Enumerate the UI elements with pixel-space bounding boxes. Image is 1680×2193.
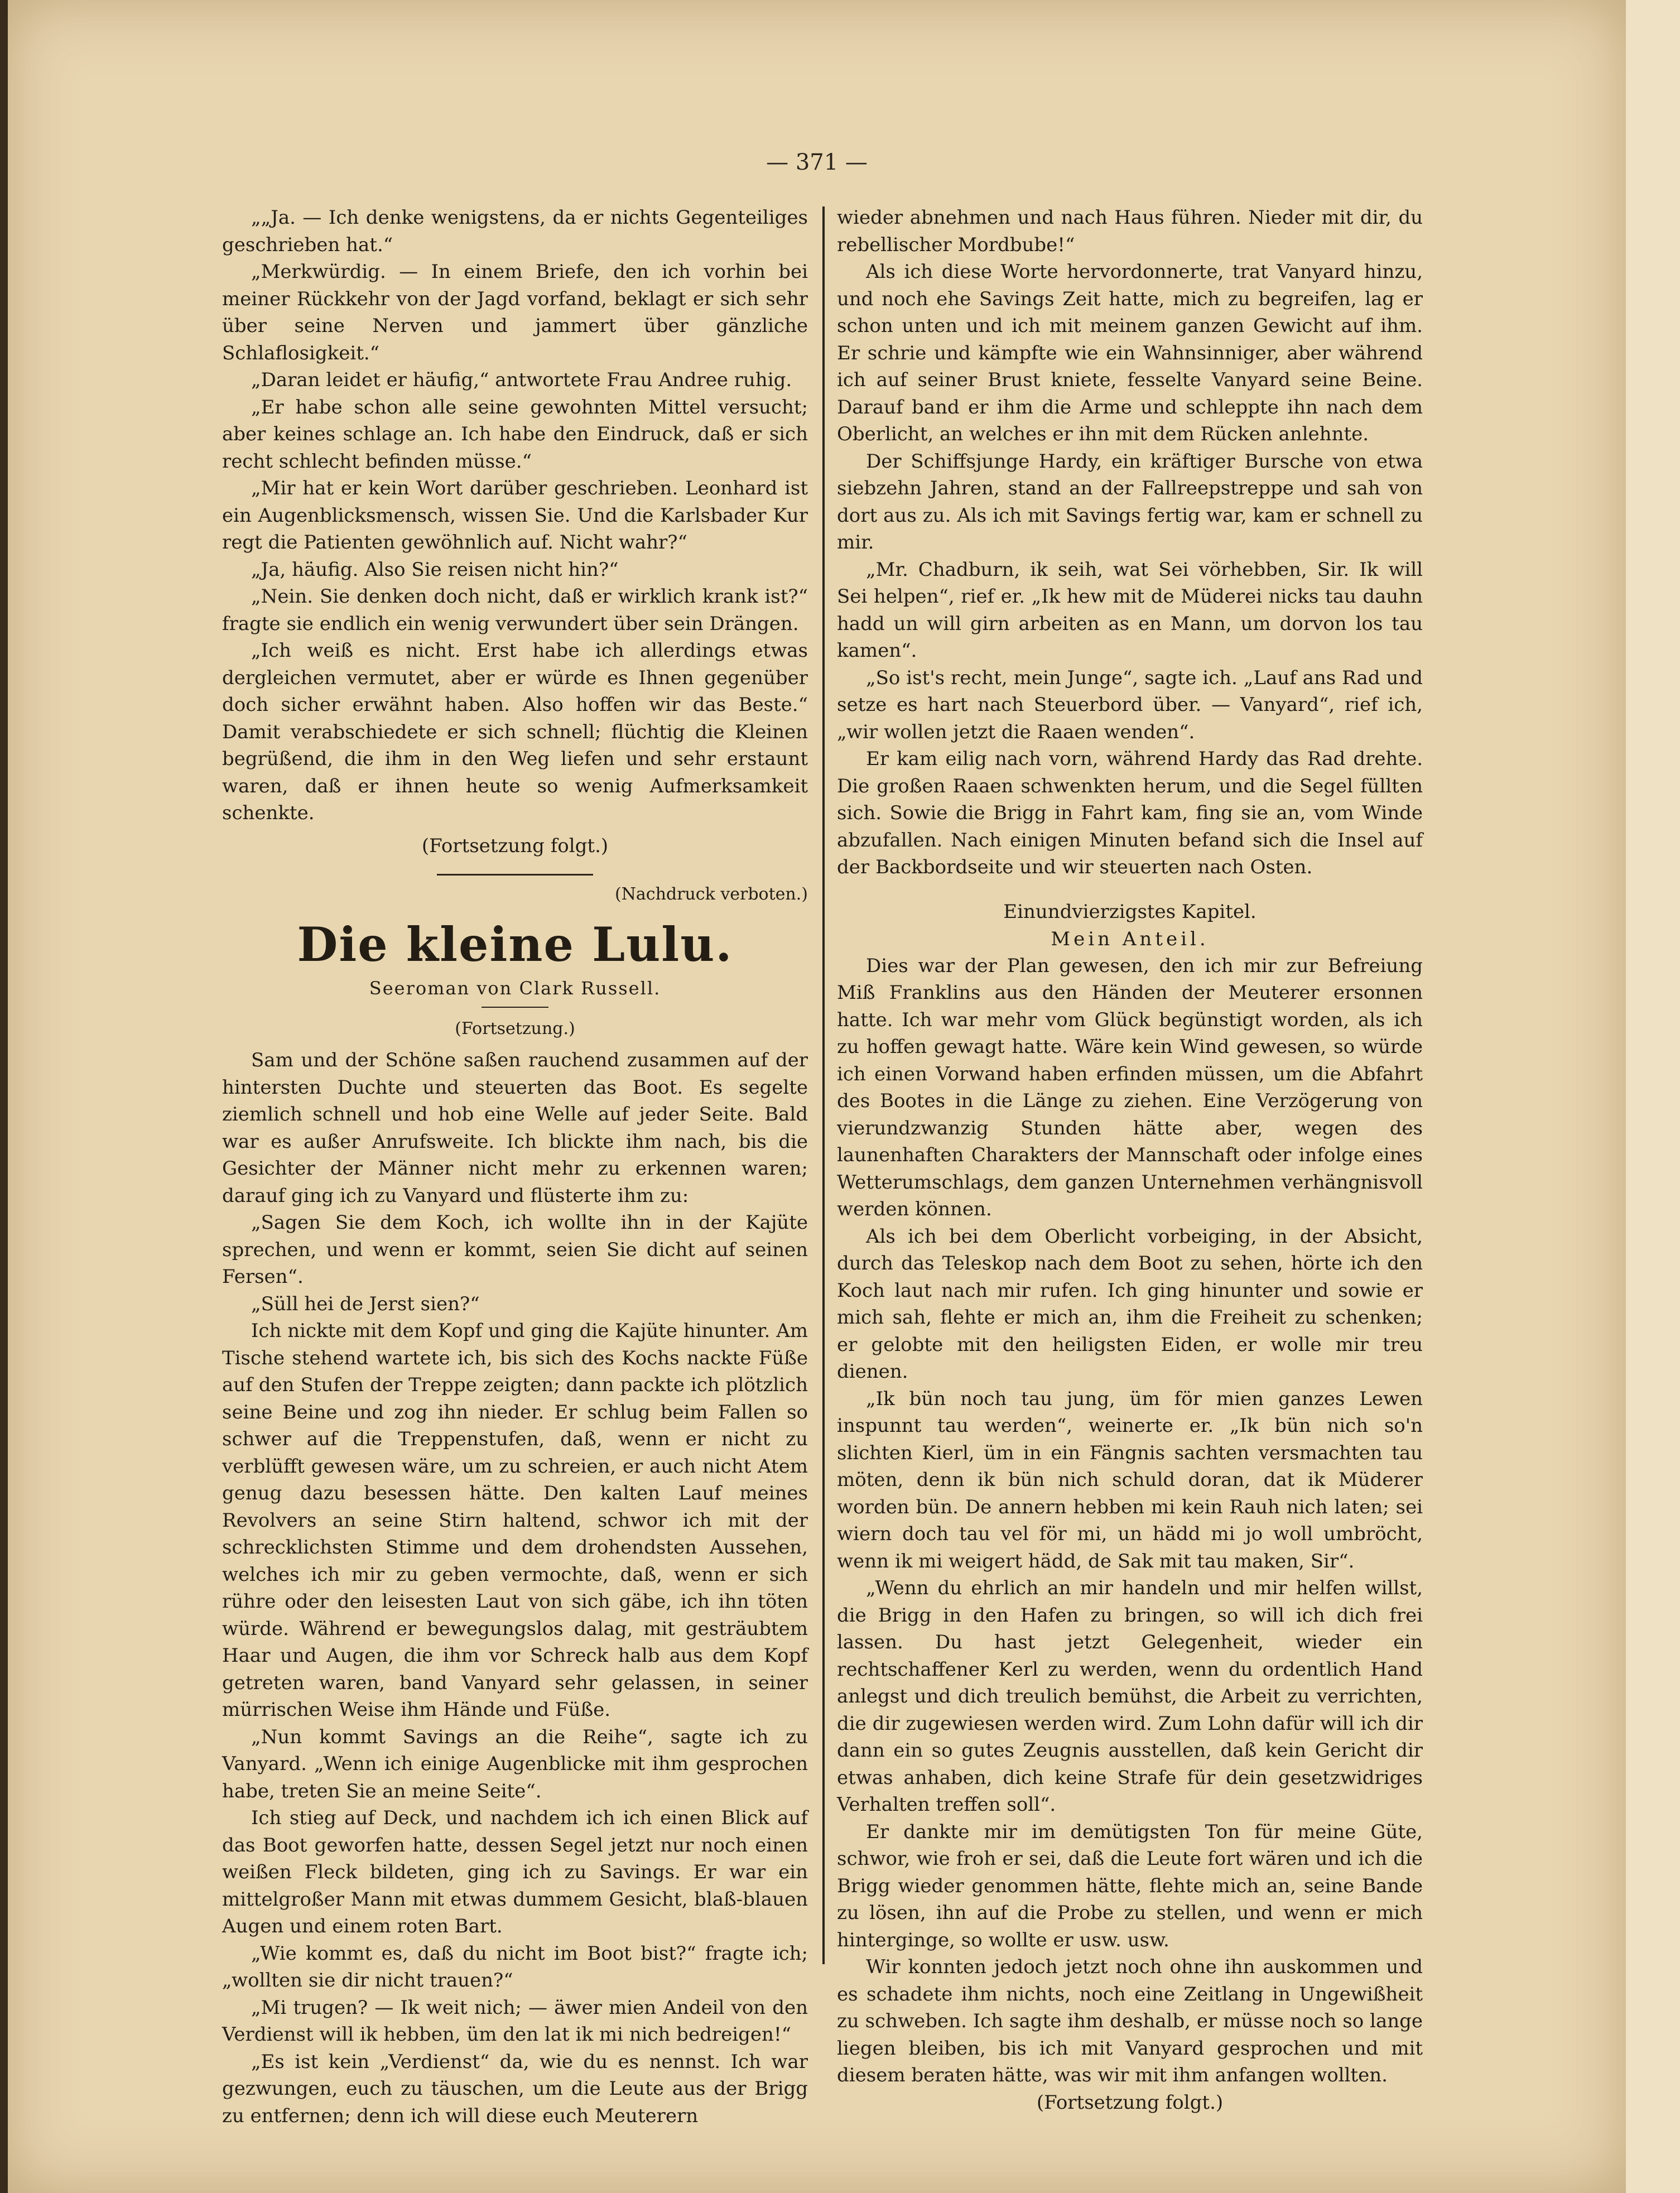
paragraph: „Er habe schon alle seine gewohnten Mittel versucht; aber keines schlage an. Ich habe den Eindruck, daß er sich recht schlecht befinden müsse.“ (222, 396, 808, 473)
paragraph: Der Schiffsjunge Hardy, ein kräftiger Bursche von etwa siebzehn Jahren, stand an der Fallreepstreppe und sah von dort aus zu. Als ich mit Savings fertig war, kam er schnell zu mir. (837, 450, 1423, 554)
paragraph: „Nein. Sie denken doch nicht, daß er wirklich krank ist?“ fragte sie endlich ein wenig verwundert über sein Drängen. (222, 585, 808, 635)
paragraph: „Mi trugen? — Ik weit nich; — äwer mien Andeil von den Verdienst will ik hebben, üm den lat ik mi nich bedreigen!“ (222, 1996, 808, 2046)
title-rule (482, 1007, 548, 1008)
paragraph: Sam und der Schöne saßen rauchend zusammen auf der hintersten Duchte und steuerten das Boot. Es segelte ziemlich schnell und hob eine Welle auf jeder Seite. Bald war es außer Anrufsweite. Ich blickte ihm nach, bis die Gesichter der Männer nicht mehr zu erkennen waren; darauf ging ich zu Vanyard und flüsterte ihm zu: (222, 1049, 808, 1207)
paragraph: „Mr. Chadburn, ik seih, wat Sei vörhebben, Sir. Ik will Sei helpen“, rief er. „Ik hew mit de Müderei nicks tau dauhn hadd un will girn arbeiten as en Mann, um dorvon los tau kamen“. (837, 558, 1423, 662)
paragraph: „Daran leidet er häufig,“ antwortete Frau Andree ruhig. (251, 369, 792, 391)
paragraph: „Mir hat er kein Wort darüber geschrieben. Leonhard ist ein Augenblicksmensch, wissen Sie. Und die Karlsbader Kur regt die Patienten gewöhnlich auf. Nicht wahr?“ (222, 477, 808, 554)
paragraph: „Es ist kein „Verdienst“ da, wie du es nennst. Ich war gezwungen, euch zu täuschen, um die Leute aus der Brigg zu entfernen; denn ich will diese euch Meuterern (222, 2050, 808, 2127)
paragraph: Er dankte mir im demütigsten Ton für meine Güte, schwor, wie froh er sei, daß die Leute fort wären und ich die Brigg wieder genommen hätte, flehte mich an, seine Bande zu lösen, ihn auf die Probe zu stellen, und wenn er mich hinterginge, so wollte er usw. usw. (837, 1820, 1423, 1951)
newspaper-page (8, 0, 1626, 2193)
paragraph: Als ich diese Worte hervordonnerte, trat Vanyard hinzu, und noch ehe Savings Zeit hatte, mich zu begreifen, lag er schon unten und ich mit meinem ganzen Gewicht auf ihm. Er schrie und kämpfte wie ein Wahnsinniger, aber während ich auf seiner Brust kniete, fesselte Vanyard seine Beine. Darauf band er ihm die Arme und schleppte ihn nach dem Oberlicht, an welches er ihn mit dem Rücken anlehnte. (837, 261, 1423, 445)
continuation-notice-right: (Fortsetzung folgt.) (1036, 2091, 1224, 2114)
paragraph: Als ich bei dem Oberlicht vorbeiging, in der Absicht, durch das Teleskop nach dem Boot zu sehen, hörte ich den Koch laut nach mir rufen. Ich ging hinunter und sowie er mich sah, flehte er mich an, ihm die Freiheit zu schenken; er gelobte mit den heiligsten Eiden, er wolle mir treu dienen. (837, 1225, 1423, 1383)
paragraph: Er kam eilig nach vorn, während Hardy das Rad drehte. Die großen Raaen schwenkten herum, und die Segel füllten sich. Sowie die Brigg in Fahrt kam, fing sie an, vom Winde abzufallen. Nach einigen Minuten befand sich die Insel auf der Backbordseite und wir steuerten nach Osten. (837, 748, 1423, 878)
paragraph: „So ist's recht, mein Junge“, sagte ich. „Lauf ans Rad und setze es hart nach Steuerbord über. — Vanyard“, rief ich, „wir wollen jetzt die Raaen wenden“. (837, 666, 1423, 743)
continuation-note: (Fortsetzung.) (455, 1018, 575, 1038)
left-paragraphs-before (222, 204, 808, 827)
paragraph: Wir konnten jedoch jetzt noch ohne ihn auskommen und es schadete ihm nichts, noch eine Zeitlang in Ungewißheit zu schweben. Ich sagte ihm deshalb, er müsse noch so lange liegen bleiben, bis ich mit Vanyard gesprochen und mit diesem beraten hätte, was wir mit ihm anfangen wollten. (837, 1956, 1423, 2086)
right-paragraphs-after (837, 953, 1423, 2089)
story-subtitle: Seeroman von Clark Russell. (369, 977, 661, 999)
paragraph: wieder abnehmen und nach Haus führen. Nieder mit dir, du rebellischer Mordbube!“ (837, 206, 1423, 256)
story-title: Die kleine Lulu. (297, 916, 733, 972)
page-number: — 371 — (766, 150, 868, 175)
right-column (837, 204, 1423, 2116)
paragraph: „Ik bün noch tau jung, üm för mien ganzes Lewen inspunnt tau werden“, weinerte er. „Ik bün nich so'n slichten Kierl, üm in ein Fängnis sachten versmachten tau möten, denn ik bün nich schuld doran, dat ik Müderer worden bün. De annern hebben mi kein Rauh nich laten; sei wiern doch tau vel för mi, un hädd mi jo woll umbröcht, wenn ik mi weigert hädd, de Sak mit tau maken, Sir“. (837, 1387, 1423, 1572)
page-margin-right (1626, 0, 1680, 2193)
section-rule (437, 874, 593, 876)
right-paragraphs-before (837, 204, 1423, 881)
paragraph: „Nun kommt Savings an die Reihe“, sagte ich zu Vanyard. „Wenn ich einige Augenblicke mit ihm gesprochen habe, treten Sie an meine Seite“. (222, 1725, 808, 1802)
paragraph: Ich nickte mit dem Kopf und ging die Kajüte hinunter. Am Tische stehend wartete ich, bis sich des Kochs nackte Füße auf den Stufen der Treppe zeigten; dann packte ich plötzlich seine Beine und zog ihn nieder. Er schlug beim Fallen so schwer auf die Treppenstufen, daß, wenn er nicht zu verblüfft gewesen wäre, um zu schreien, er auch nicht Atem genug dazu besessen hätte. Den kalten Lauf meines Revolvers an seine Stirn haltend, schwor ich mit der schrecklichsten Stimme und dem drohendsten Aussehen, welches ich mir zu geben vermochte, daß, wenn er sich rühre oder den leisesten Laut von sich gäbe, ich ihn töten würde. Während er bewegungslos dalag, mit gesträubtem Haar und Augen, die ihm vor Schreck halb aus dem Kopf getreten waren, band Vanyard sehr gelassen, in seiner mürrischen Weise ihm Hände und Füße. (222, 1320, 808, 1721)
continuation-notice: (Fortsetzung folgt.) (421, 834, 609, 857)
chapter-title: Einundvierzigstes Kapitel. (1003, 900, 1257, 923)
page-gutter-shadow (0, 0, 8, 2193)
column-divider (822, 206, 825, 1964)
paragraph: „Wie kommt es, daß du nicht im Boot bist?“ fragte ich; „wollten sie dir nicht trauen?“ (222, 1942, 808, 1992)
paragraph: Dies war der Plan gewesen, den ich mir zur Befreiung Miß Franklins aus den Händen der Meuterer ersonnen hatte. Ich war mehr vom Glück begünstigt worden, als ich zu hoffen gewagt hatte. Wäre kein Wind gewesen, so würde ich einen Vorwand haben erfinden müssen, um die Abfahrt des Bootes in die Länge zu ziehen. Eine Verzögerung von vierundzwanzig Stunden hätte aber, wegen des launenhaften Charakters der Mannschaft oder infolge eines Wetterumschlags, dem ganzen Unternehmen verhängnisvoll werden können. (837, 954, 1423, 1220)
paragraph: „Ich weiß es nicht. Erst habe ich allerdings etwas dergleichen vermutet, aber er würde es Ihnen gegenüber doch sicher erwähnt haben. Also hoffen wir das Beste.“ Damit verabschiedete er sich schnell; flüchtig die Kleinen begrüßend, die ihm in den Weg liefen und sehr erstaunt waren, daß er ihnen heute so wenig Aufmerksamkeit schenkte. (222, 639, 808, 824)
paragraph: „Sagen Sie dem Koch, ich wollte ihn in der Kajüte sprechen, und wenn er kommt, seien Sie dicht auf seinen Fersen“. (222, 1211, 808, 1288)
reprint-note: (Nachdruck verboten.) (614, 884, 808, 904)
chapter-subtitle: Mein Anteil. (1051, 927, 1209, 950)
paragraph: „Wenn du ehrlich an mir handeln und mir helfen willst, die Brigg in den Hafen zu bringen, so will ich dich frei lassen. Du hast jetzt Gelegenheit, wieder ein rechtschaffener Kerl zu werden, wenn du ordentlich Hand anlegst und dich treulich bemühst, die Arbeit zu verrichten, die dir zugewiesen werden wird. Zum Lohn dafür will ich dir dann ein so gutes Zeugnis ausstellen, daß kein Gericht dir etwas anhaben, dich keine Strafe für dein gesetzwidriges Verhalten treffen soll“. (837, 1577, 1423, 1816)
left-paragraphs-after (222, 1047, 808, 2129)
paragraph: „Ja, häufig. Also Sie reisen nicht hin?“ (251, 558, 619, 581)
paragraph: „Merkwürdig. — In einem Briefe, den ich vorhin bei meiner Rückkehr von der Jagd vorfand, beklagt er sich sehr über seine Nerven und jammert über gänzliche Schlaflosigkeit.“ (222, 261, 808, 364)
paragraph: „„Ja. — Ich denke wenigstens, da er nichts Gegenteiliges geschrieben hat.“ (222, 206, 808, 256)
left-column (222, 204, 808, 2129)
paragraph: Ich stieg auf Deck, und nachdem ich ich einen Blick auf das Boot geworfen hatte, dessen Segel jetzt nur noch einen weißen Fleck bildeten, ging ich zu Savings. Er war ein mittelgroßer Mann mit etwas dummem Gesicht, blaß-blauen Augen und einem roten Bart. (222, 1807, 808, 1937)
paragraph: „Süll hei de Jerst sien?“ (251, 1292, 480, 1315)
